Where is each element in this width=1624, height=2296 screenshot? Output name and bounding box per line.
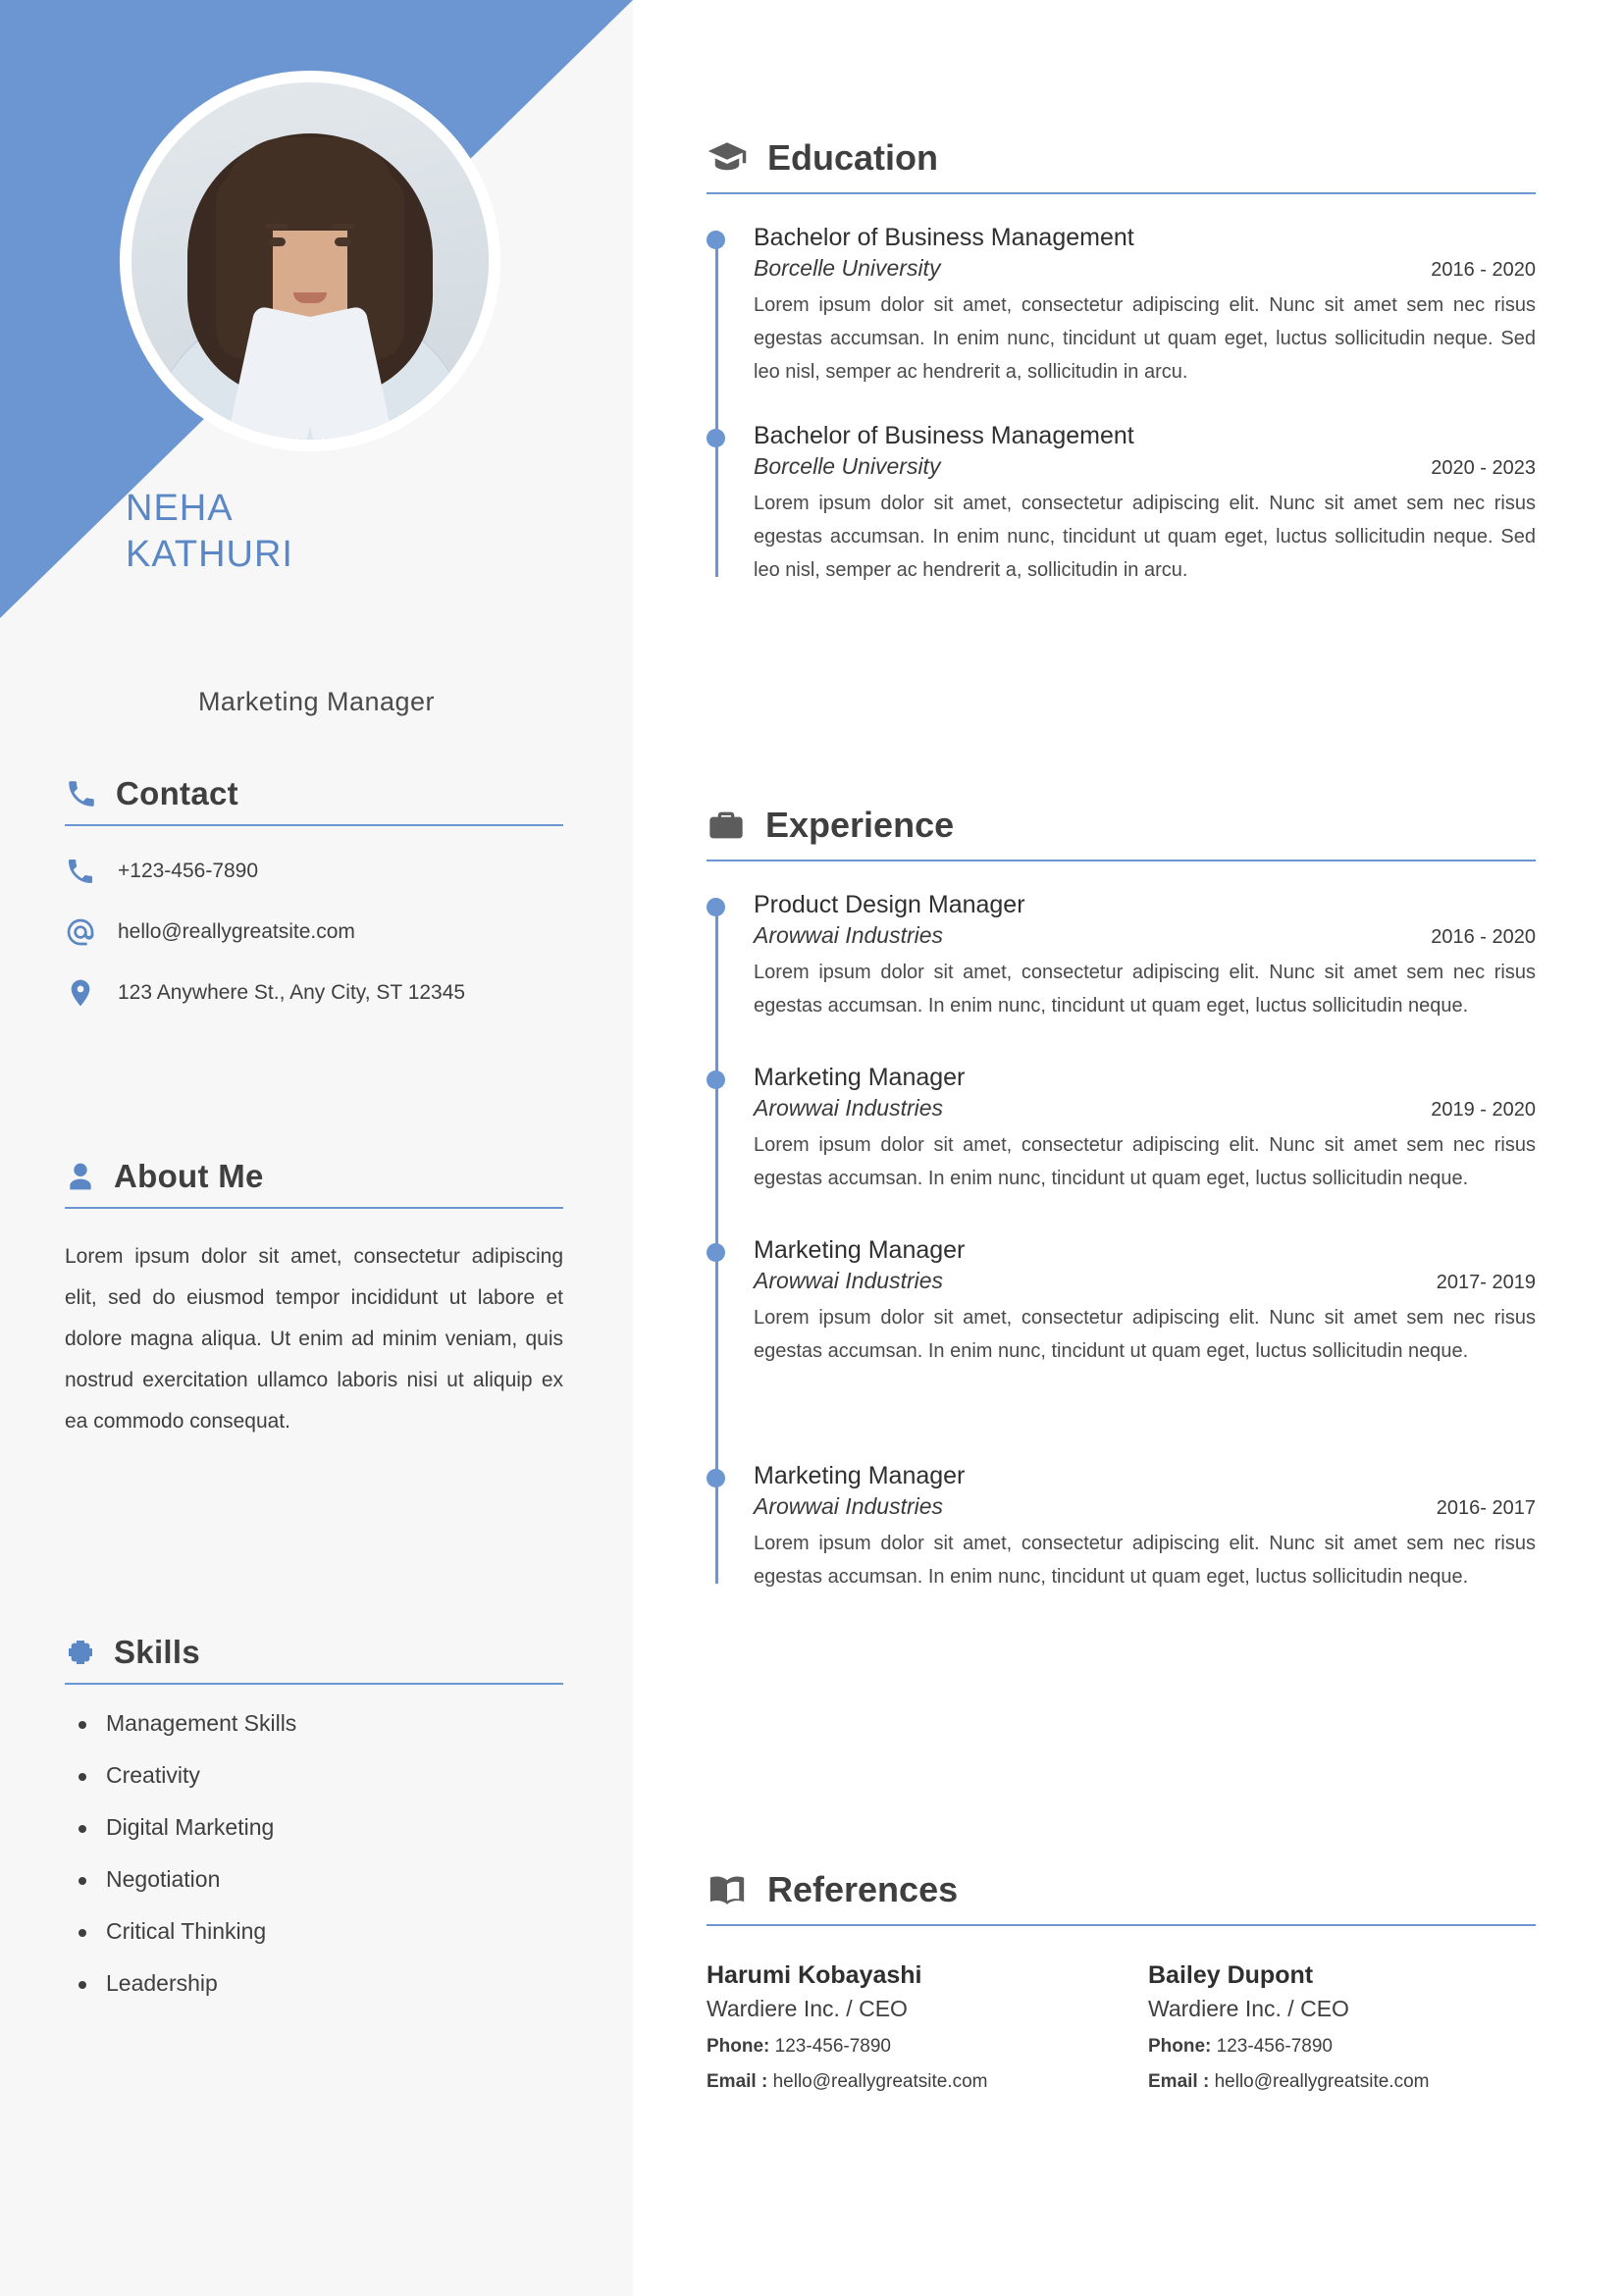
location-icon — [65, 977, 96, 1009]
phone-icon — [65, 777, 98, 810]
position-title: Marketing Manager — [754, 1064, 966, 1091]
open-book-icon — [707, 1869, 748, 1910]
contact-title: Contact — [116, 775, 238, 811]
phone-label: Phone: — [1148, 2036, 1212, 2057]
date-range: 2016- 2017 — [1436, 1497, 1536, 1519]
education-entry — [754, 422, 1536, 587]
list-item: Critical Thinking — [65, 1918, 563, 1945]
page-title — [126, 486, 538, 578]
portrait-photo — [131, 82, 489, 440]
list-item: Leadership — [65, 1970, 563, 1997]
about-title: About Me — [114, 1158, 264, 1194]
reference-name: Bailey Dupont — [1148, 1961, 1314, 1989]
about-text: Lorem ipsum dolor sit amet, consectetur adipiscing elit, sed do eiusmod tempor incididunt ut labore et dolore magna aliqua. Ut enim ad minim veniam, quis nostrud exercitation ullamco laboris nisi ut aliquip ex ea commodo consequat. — [65, 1245, 563, 1433]
divider — [65, 824, 563, 826]
entry-description: Lorem ipsum dolor sit amet, consectetur adipiscing elit. Nunc sit amet sem nec risus egestas accumsan. In enim nunc, tincidunt ut quam eget, luctus sollicitudin neque. Sed leo nisl, semper ac hendrerit a, sollicitudin in arcu. — [754, 493, 1536, 581]
first-name: NEHA — [126, 488, 234, 529]
date-range: 2020 - 2023 — [1431, 457, 1536, 479]
education-section — [707, 137, 1536, 620]
education-entry — [754, 224, 1536, 389]
phone-value: 123-456-7890 — [1216, 2036, 1333, 2057]
company-name: Arowwai Industries — [754, 922, 944, 948]
reference-card — [1148, 1961, 1531, 2093]
contact-heading — [65, 775, 563, 824]
about-heading — [65, 1158, 563, 1207]
school-name: Borcelle University — [754, 255, 941, 281]
company-name: Arowwai Industries — [754, 1095, 944, 1121]
email-address: hello@reallygreatsite.com — [118, 920, 355, 943]
divider — [707, 860, 1536, 861]
graduation-cap-icon — [707, 137, 748, 179]
reference-card — [707, 1961, 1089, 2093]
reference-phone — [707, 2036, 1089, 2058]
position-title: Marketing Manager — [754, 1462, 966, 1489]
email-label: Email : — [1148, 2071, 1210, 2092]
phone-icon — [65, 856, 96, 887]
position-title: Marketing Manager — [754, 1236, 966, 1264]
experience-timeline — [707, 891, 1536, 1593]
person-icon — [65, 1160, 96, 1193]
education-heading — [707, 137, 1536, 192]
skills-title: Skills — [114, 1634, 201, 1670]
experience-entry — [754, 1462, 1536, 1593]
experience-title: Experience — [765, 805, 955, 845]
phone-label: Phone: — [707, 2036, 770, 2057]
street-address: 123 Anywhere St., Any City, ST 12345 — [118, 981, 466, 1004]
avatar — [120, 71, 500, 451]
email-icon — [65, 916, 96, 948]
education-timeline — [707, 224, 1536, 587]
email-label: Email : — [707, 2071, 768, 2092]
about-section — [65, 1158, 563, 1442]
reference-email — [1148, 2071, 1531, 2093]
references-list — [707, 1961, 1536, 2093]
reference-role: Wardiere Inc. / CEO — [707, 1996, 908, 2021]
references-section — [707, 1869, 1536, 2093]
divider — [707, 192, 1536, 194]
references-heading — [707, 1869, 1536, 1924]
phone-number: +123-456-7890 — [118, 860, 259, 882]
degree-title: Bachelor of Business Management — [754, 224, 1134, 251]
date-range: 2017- 2019 — [1436, 1272, 1536, 1293]
reference-email — [707, 2071, 1089, 2093]
contact-list — [65, 856, 563, 1009]
degree-title: Bachelor of Business Management — [754, 422, 1134, 449]
contact-item-phone[interactable] — [65, 856, 563, 887]
contact-item-email[interactable] — [65, 916, 563, 948]
reference-role: Wardiere Inc. / CEO — [1148, 1996, 1349, 2021]
list-item: Negotiation — [65, 1866, 563, 1893]
skills-section — [65, 1634, 563, 2022]
email-value: hello@reallygreatsite.com — [1214, 2071, 1430, 2092]
entry-description: Lorem ipsum dolor sit amet, consectetur adipiscing elit. Nunc sit amet sem nec risus egestas accumsan. In enim nunc, tincidunt ut quam eget, luctus sollicitudin neque. Sed leo nisl, semper ac hendrerit a, sollicitudin in arcu. — [754, 294, 1536, 383]
entry-description: Lorem ipsum dolor sit amet, consectetur adipiscing elit. Nunc sit amet sem nec risus egestas accumsan. In enim nunc, tincidunt ut quam eget, luctus sollicitudin neque. — [754, 1533, 1536, 1588]
education-title: Education — [767, 137, 939, 178]
last-name: KATHURI — [126, 534, 293, 575]
experience-entry — [754, 1236, 1536, 1368]
date-range: 2016 - 2020 — [1431, 926, 1536, 948]
date-range: 2019 - 2020 — [1431, 1099, 1536, 1121]
email-value: hello@reallygreatsite.com — [772, 2071, 988, 2092]
company-name: Arowwai Industries — [754, 1268, 944, 1293]
entry-description: Lorem ipsum dolor sit amet, consectetur adipiscing elit. Nunc sit amet sem nec risus egestas accumsan. In enim nunc, tincidunt ut quam eget, luctus sollicitudin neque. — [754, 962, 1536, 1017]
entry-description: Lorem ipsum dolor sit amet, consectetur adipiscing elit. Nunc sit amet sem nec risus egestas accumsan. In enim nunc, tincidunt ut quam eget, luctus sollicitudin neque. — [754, 1134, 1536, 1189]
job-title: Marketing Manager — [197, 687, 436, 716]
references-title: References — [767, 1869, 959, 1909]
list-item: Management Skills — [65, 1710, 563, 1737]
contact-item-address[interactable] — [65, 977, 563, 1009]
company-name: Arowwai Industries — [754, 1493, 944, 1519]
date-range: 2016 - 2020 — [1431, 259, 1536, 281]
position-title: Product Design Manager — [754, 891, 1025, 918]
school-name: Borcelle University — [754, 453, 941, 479]
list-item: Creativity — [65, 1762, 563, 1789]
entry-description: Lorem ipsum dolor sit amet, consectetur adipiscing elit. Nunc sit amet sem nec risus egestas accumsan. In enim nunc, tincidunt ut quam eget, luctus sollicitudin neque. — [754, 1307, 1536, 1362]
main-content — [633, 0, 1624, 2296]
divider — [65, 1207, 563, 1209]
reference-name: Harumi Kobayashi — [707, 1961, 922, 1989]
left-sidebar — [0, 0, 633, 2296]
reference-phone — [1148, 2036, 1531, 2058]
contact-section — [65, 775, 563, 1038]
skills-list — [65, 1710, 563, 1997]
experience-entry — [754, 1064, 1536, 1195]
divider — [707, 1924, 1536, 1926]
experience-section — [707, 805, 1536, 1627]
divider — [65, 1683, 563, 1685]
briefcase-icon — [707, 806, 746, 845]
list-item: Digital Marketing — [65, 1814, 563, 1841]
experience-heading — [707, 805, 1536, 860]
experience-entry — [754, 891, 1536, 1022]
phone-value: 123-456-7890 — [774, 2036, 891, 2057]
puzzle-icon — [65, 1637, 96, 1668]
skills-heading — [65, 1634, 563, 1683]
